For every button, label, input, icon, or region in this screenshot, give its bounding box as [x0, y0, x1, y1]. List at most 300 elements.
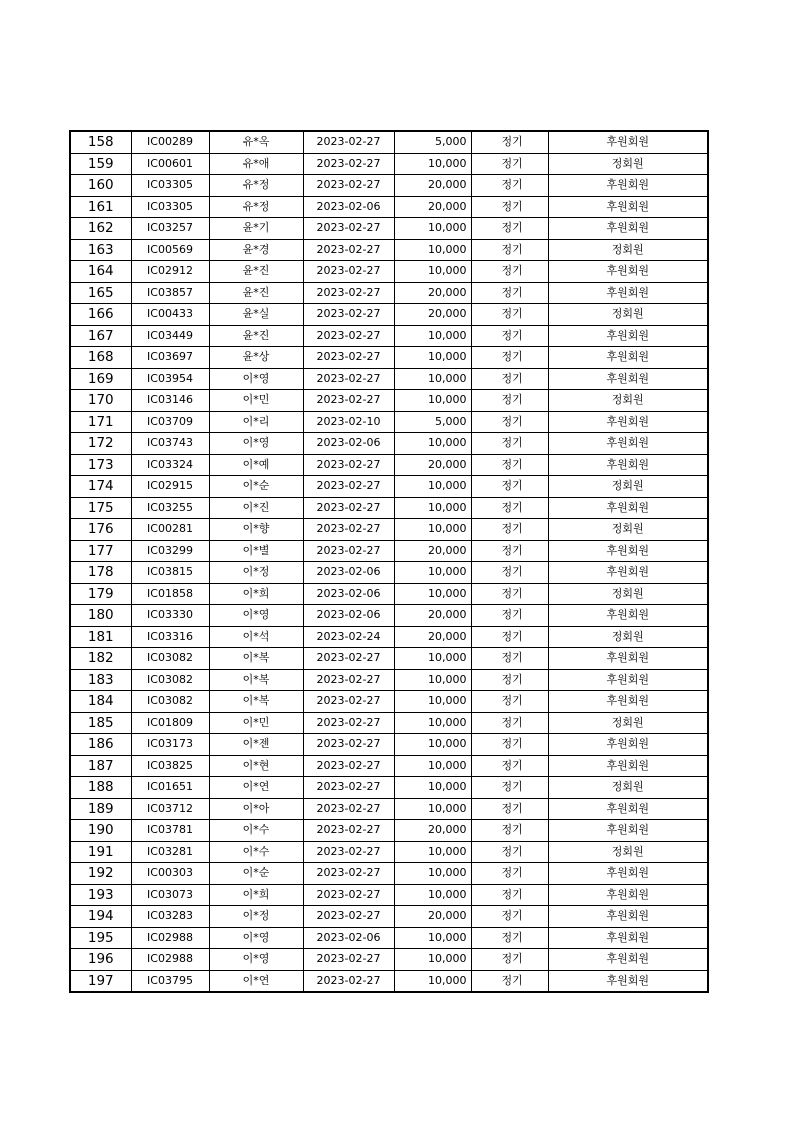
donation-date-cell: 2023-02-27: [303, 153, 394, 175]
donation-type-cell: 정기: [471, 411, 548, 433]
member-type-cell: 후원회원: [548, 798, 708, 820]
donor-id-cell: IC03082: [131, 669, 209, 691]
donor-name-cell: 이*연: [209, 777, 303, 799]
donor-name-cell: 윤*진: [209, 282, 303, 304]
donor-name-cell: 이*연: [209, 970, 303, 992]
row-number-cell: 181: [70, 626, 131, 648]
donation-type-cell: 정기: [471, 325, 548, 347]
donation-type-cell: 정기: [471, 239, 548, 261]
donor-id-cell: IC01651: [131, 777, 209, 799]
row-number-cell: 163: [70, 239, 131, 261]
table-row: [70, 755, 708, 777]
donor-name-cell: 이*순: [209, 863, 303, 885]
donor-id-cell: IC03857: [131, 282, 209, 304]
donation-amount-cell: 5,000: [394, 131, 471, 153]
donor-id-cell: IC03324: [131, 454, 209, 476]
table-row: [70, 519, 708, 541]
donation-date-cell: 2023-02-27: [303, 648, 394, 670]
member-type-cell: 후원회원: [548, 605, 708, 627]
member-type-cell: 후원회원: [548, 970, 708, 992]
row-number-cell: 179: [70, 583, 131, 605]
row-number-cell: 173: [70, 454, 131, 476]
donor-id-cell: IC03330: [131, 605, 209, 627]
row-number-cell: 195: [70, 927, 131, 949]
row-number-cell: 165: [70, 282, 131, 304]
donation-type-cell: 정기: [471, 970, 548, 992]
donation-date-cell: 2023-02-27: [303, 131, 394, 153]
row-number-cell: 177: [70, 540, 131, 562]
table-row: [70, 841, 708, 863]
donation-date-cell: 2023-02-27: [303, 218, 394, 240]
donor-name-cell: 이*희: [209, 583, 303, 605]
donation-date-cell: 2023-02-10: [303, 411, 394, 433]
donation-amount-cell: 10,000: [394, 734, 471, 756]
donation-date-cell: 2023-02-27: [303, 476, 394, 498]
donation-date-cell: 2023-02-27: [303, 970, 394, 992]
table-row: [70, 626, 708, 648]
member-type-cell: 정회원: [548, 583, 708, 605]
donor-id-cell: IC03082: [131, 691, 209, 713]
donor-name-cell: 이*별: [209, 540, 303, 562]
donation-amount-cell: 10,000: [394, 562, 471, 584]
donor-name-cell: 이*젠: [209, 734, 303, 756]
row-number-cell: 189: [70, 798, 131, 820]
donor-name-cell: 이*희: [209, 884, 303, 906]
row-number-cell: 187: [70, 755, 131, 777]
member-type-cell: 후원회원: [548, 131, 708, 153]
donation-amount-cell: 10,000: [394, 949, 471, 971]
donor-id-cell: IC03697: [131, 347, 209, 369]
member-type-cell: 후원회원: [548, 347, 708, 369]
row-number-cell: 175: [70, 497, 131, 519]
donation-date-cell: 2023-02-27: [303, 347, 394, 369]
donor-id-cell: IC03795: [131, 970, 209, 992]
donation-date-cell: 2023-02-24: [303, 626, 394, 648]
member-type-cell: 후원회원: [548, 820, 708, 842]
table-row: [70, 347, 708, 369]
row-number-cell: 191: [70, 841, 131, 863]
donor-name-cell: 이*향: [209, 519, 303, 541]
donation-table: [69, 130, 709, 993]
table-row: [70, 131, 708, 153]
donor-name-cell: 이*민: [209, 390, 303, 412]
donation-date-cell: 2023-02-27: [303, 734, 394, 756]
table-row: [70, 583, 708, 605]
donation-type-cell: 정기: [471, 734, 548, 756]
member-type-cell: 후원회원: [548, 949, 708, 971]
member-type-cell: 후원회원: [548, 325, 708, 347]
row-number-cell: 180: [70, 605, 131, 627]
donation-amount-cell: 20,000: [394, 605, 471, 627]
row-number-cell: 167: [70, 325, 131, 347]
member-type-cell: 후원회원: [548, 218, 708, 240]
member-type-cell: 후원회원: [548, 734, 708, 756]
donor-id-cell: IC03316: [131, 626, 209, 648]
donation-type-cell: 정기: [471, 798, 548, 820]
donation-type-cell: 정기: [471, 841, 548, 863]
donation-type-cell: 정기: [471, 755, 548, 777]
row-number-cell: 168: [70, 347, 131, 369]
donation-type-cell: 정기: [471, 347, 548, 369]
row-number-cell: 164: [70, 261, 131, 283]
donation-type-cell: 정기: [471, 304, 548, 326]
row-number-cell: 188: [70, 777, 131, 799]
row-number-cell: 169: [70, 368, 131, 390]
row-number-cell: 158: [70, 131, 131, 153]
donor-id-cell: IC03281: [131, 841, 209, 863]
donation-type-cell: 정기: [471, 218, 548, 240]
table-row: [70, 712, 708, 734]
table-row: [70, 605, 708, 627]
donation-amount-cell: 10,000: [394, 368, 471, 390]
member-type-cell: 정회원: [548, 239, 708, 261]
donation-type-cell: 정기: [471, 519, 548, 541]
donation-type-cell: 정기: [471, 927, 548, 949]
donation-amount-cell: 10,000: [394, 691, 471, 713]
donor-id-cell: IC03255: [131, 497, 209, 519]
donation-amount-cell: 10,000: [394, 648, 471, 670]
member-type-cell: 정회원: [548, 712, 708, 734]
donation-type-cell: 정기: [471, 282, 548, 304]
donation-type-cell: 정기: [471, 540, 548, 562]
row-number-cell: 161: [70, 196, 131, 218]
donation-type-cell: 정기: [471, 605, 548, 627]
member-type-cell: 후원회원: [548, 196, 708, 218]
donation-date-cell: 2023-02-27: [303, 884, 394, 906]
table-row: [70, 476, 708, 498]
donation-amount-cell: 10,000: [394, 970, 471, 992]
member-type-cell: 후원회원: [548, 433, 708, 455]
donation-date-cell: 2023-02-27: [303, 497, 394, 519]
donor-id-cell: IC03299: [131, 540, 209, 562]
table-row: [70, 949, 708, 971]
donation-amount-cell: 20,000: [394, 304, 471, 326]
row-number-cell: 174: [70, 476, 131, 498]
donor-id-cell: IC03257: [131, 218, 209, 240]
donation-type-cell: 정기: [471, 497, 548, 519]
donation-date-cell: 2023-02-27: [303, 454, 394, 476]
donation-amount-cell: 10,000: [394, 325, 471, 347]
donation-type-cell: 정기: [471, 476, 548, 498]
member-type-cell: 후원회원: [548, 884, 708, 906]
donation-date-cell: 2023-02-27: [303, 390, 394, 412]
donor-id-cell: IC03825: [131, 755, 209, 777]
donor-id-cell: IC02915: [131, 476, 209, 498]
donation-date-cell: 2023-02-27: [303, 820, 394, 842]
donation-amount-cell: 10,000: [394, 239, 471, 261]
donor-name-cell: 이*정: [209, 562, 303, 584]
donor-id-cell: IC03146: [131, 390, 209, 412]
donation-amount-cell: 20,000: [394, 540, 471, 562]
member-type-cell: 후원회원: [548, 497, 708, 519]
member-type-cell: 후원회원: [548, 368, 708, 390]
row-number-cell: 197: [70, 970, 131, 992]
donor-name-cell: 윤*경: [209, 239, 303, 261]
member-type-cell: 후원회원: [548, 562, 708, 584]
donation-amount-cell: 10,000: [394, 884, 471, 906]
donation-amount-cell: 20,000: [394, 282, 471, 304]
donation-amount-cell: 10,000: [394, 863, 471, 885]
donor-name-cell: 이*영: [209, 433, 303, 455]
donor-id-cell: IC00281: [131, 519, 209, 541]
member-type-cell: 정회원: [548, 476, 708, 498]
donor-id-cell: IC03073: [131, 884, 209, 906]
donor-id-cell: IC01809: [131, 712, 209, 734]
member-type-cell: 후원회원: [548, 540, 708, 562]
donation-type-cell: 정기: [471, 390, 548, 412]
member-type-cell: 후원회원: [548, 906, 708, 928]
donation-type-cell: 정기: [471, 863, 548, 885]
donor-id-cell: IC03815: [131, 562, 209, 584]
donation-type-cell: 정기: [471, 562, 548, 584]
member-type-cell: 정회원: [548, 390, 708, 412]
donation-type-cell: 정기: [471, 433, 548, 455]
member-type-cell: 후원회원: [548, 863, 708, 885]
table-row: [70, 884, 708, 906]
donation-date-cell: 2023-02-27: [303, 368, 394, 390]
donation-date-cell: 2023-02-06: [303, 196, 394, 218]
member-type-cell: 후원회원: [548, 648, 708, 670]
row-number-cell: 178: [70, 562, 131, 584]
donor-name-cell: 이*영: [209, 927, 303, 949]
donation-amount-cell: 10,000: [394, 347, 471, 369]
row-number-cell: 171: [70, 411, 131, 433]
donation-type-cell: 정기: [471, 949, 548, 971]
donation-date-cell: 2023-02-27: [303, 540, 394, 562]
row-number-cell: 170: [70, 390, 131, 412]
donation-amount-cell: 10,000: [394, 519, 471, 541]
donation-amount-cell: 5,000: [394, 411, 471, 433]
donor-name-cell: 이*리: [209, 411, 303, 433]
donation-date-cell: 2023-02-27: [303, 712, 394, 734]
donor-id-cell: IC00569: [131, 239, 209, 261]
donor-name-cell: 이*영: [209, 605, 303, 627]
member-type-cell: 후원회원: [548, 261, 708, 283]
table-row: [70, 454, 708, 476]
donation-amount-cell: 10,000: [394, 433, 471, 455]
table-row: [70, 798, 708, 820]
donation-date-cell: 2023-02-27: [303, 669, 394, 691]
member-type-cell: 정회원: [548, 841, 708, 863]
donor-name-cell: 이*영: [209, 368, 303, 390]
member-type-cell: 후원회원: [548, 669, 708, 691]
donor-name-cell: 이*영: [209, 949, 303, 971]
member-type-cell: 후원회원: [548, 691, 708, 713]
donation-date-cell: 2023-02-27: [303, 282, 394, 304]
donor-name-cell: 이*현: [209, 755, 303, 777]
table-row: [70, 261, 708, 283]
table-row: [70, 390, 708, 412]
donation-amount-cell: 10,000: [394, 476, 471, 498]
donor-id-cell: IC02912: [131, 261, 209, 283]
donation-type-cell: 정기: [471, 906, 548, 928]
donation-date-cell: 2023-02-27: [303, 841, 394, 863]
donor-id-cell: IC03954: [131, 368, 209, 390]
donation-date-cell: 2023-02-27: [303, 906, 394, 928]
donation-date-cell: 2023-02-06: [303, 583, 394, 605]
donation-date-cell: 2023-02-27: [303, 691, 394, 713]
member-type-cell: 후원회원: [548, 282, 708, 304]
member-type-cell: 후원회원: [548, 411, 708, 433]
donation-type-cell: 정기: [471, 777, 548, 799]
donation-amount-cell: 20,000: [394, 626, 471, 648]
donor-name-cell: 윤*기: [209, 218, 303, 240]
donation-date-cell: 2023-02-06: [303, 605, 394, 627]
donor-id-cell: IC03712: [131, 798, 209, 820]
donation-type-cell: 정기: [471, 261, 548, 283]
donation-type-cell: 정기: [471, 884, 548, 906]
donation-amount-cell: 10,000: [394, 669, 471, 691]
donation-amount-cell: 10,000: [394, 497, 471, 519]
donor-name-cell: 이*아: [209, 798, 303, 820]
donation-amount-cell: 10,000: [394, 218, 471, 240]
table-row: [70, 304, 708, 326]
donor-id-cell: IC02988: [131, 927, 209, 949]
donation-date-cell: 2023-02-27: [303, 949, 394, 971]
donation-date-cell: 2023-02-27: [303, 777, 394, 799]
donation-amount-cell: 20,000: [394, 454, 471, 476]
donation-type-cell: 정기: [471, 131, 548, 153]
member-type-cell: 정회원: [548, 304, 708, 326]
row-number-cell: 162: [70, 218, 131, 240]
donation-date-cell: 2023-02-27: [303, 304, 394, 326]
donor-id-cell: IC03781: [131, 820, 209, 842]
row-number-cell: 193: [70, 884, 131, 906]
table-row: [70, 970, 708, 992]
donation-amount-cell: 10,000: [394, 841, 471, 863]
table-row: [70, 927, 708, 949]
table-row: [70, 411, 708, 433]
donation-amount-cell: 10,000: [394, 712, 471, 734]
donor-name-cell: 이*민: [209, 712, 303, 734]
table-row: [70, 325, 708, 347]
row-number-cell: 160: [70, 175, 131, 197]
row-number-cell: 159: [70, 153, 131, 175]
table-row: [70, 562, 708, 584]
member-type-cell: 정회원: [548, 777, 708, 799]
donation-amount-cell: 10,000: [394, 583, 471, 605]
donation-amount-cell: 10,000: [394, 755, 471, 777]
donation-amount-cell: 10,000: [394, 798, 471, 820]
table-row: [70, 734, 708, 756]
donor-name-cell: 이*정: [209, 906, 303, 928]
table-row: [70, 282, 708, 304]
table-row: [70, 497, 708, 519]
donor-id-cell: IC03173: [131, 734, 209, 756]
row-number-cell: 183: [70, 669, 131, 691]
row-number-cell: 192: [70, 863, 131, 885]
row-number-cell: 185: [70, 712, 131, 734]
donor-id-cell: IC03709: [131, 411, 209, 433]
donor-name-cell: 이*예: [209, 454, 303, 476]
donor-id-cell: IC02988: [131, 949, 209, 971]
donation-type-cell: 정기: [471, 153, 548, 175]
donor-id-cell: IC00289: [131, 131, 209, 153]
table-row: [70, 820, 708, 842]
table-row: [70, 153, 708, 175]
donor-name-cell: 이*수: [209, 841, 303, 863]
donation-date-cell: 2023-02-27: [303, 325, 394, 347]
table-body: [70, 131, 708, 992]
donation-type-cell: 정기: [471, 196, 548, 218]
row-number-cell: 186: [70, 734, 131, 756]
member-type-cell: 정회원: [548, 626, 708, 648]
table-row: [70, 175, 708, 197]
donation-amount-cell: 10,000: [394, 153, 471, 175]
donation-date-cell: 2023-02-27: [303, 519, 394, 541]
donation-date-cell: 2023-02-27: [303, 239, 394, 261]
table-row: [70, 368, 708, 390]
member-type-cell: 후원회원: [548, 755, 708, 777]
donor-name-cell: 이*복: [209, 648, 303, 670]
donor-name-cell: 이*수: [209, 820, 303, 842]
donor-id-cell: IC00601: [131, 153, 209, 175]
table-row: [70, 691, 708, 713]
donor-id-cell: IC01858: [131, 583, 209, 605]
donor-name-cell: 윤*진: [209, 325, 303, 347]
donation-amount-cell: 10,000: [394, 261, 471, 283]
donor-name-cell: 유*정: [209, 175, 303, 197]
donor-id-cell: IC00303: [131, 863, 209, 885]
donation-type-cell: 정기: [471, 583, 548, 605]
donor-id-cell: IC03743: [131, 433, 209, 455]
donor-name-cell: 이*복: [209, 669, 303, 691]
donation-type-cell: 정기: [471, 669, 548, 691]
table-row: [70, 196, 708, 218]
donor-id-cell: IC03305: [131, 196, 209, 218]
donation-amount-cell: 20,000: [394, 906, 471, 928]
donation-date-cell: 2023-02-06: [303, 562, 394, 584]
member-type-cell: 후원회원: [548, 927, 708, 949]
donor-name-cell: 유*옥: [209, 131, 303, 153]
donation-type-cell: 정기: [471, 691, 548, 713]
table-row: [70, 540, 708, 562]
donation-date-cell: 2023-02-27: [303, 798, 394, 820]
donor-id-cell: IC03082: [131, 648, 209, 670]
donation-amount-cell: 20,000: [394, 175, 471, 197]
row-number-cell: 190: [70, 820, 131, 842]
donation-date-cell: 2023-02-27: [303, 261, 394, 283]
row-number-cell: 182: [70, 648, 131, 670]
donation-date-cell: 2023-02-27: [303, 755, 394, 777]
member-type-cell: 후원회원: [548, 175, 708, 197]
member-type-cell: 정회원: [548, 153, 708, 175]
row-number-cell: 196: [70, 949, 131, 971]
donor-name-cell: 유*정: [209, 196, 303, 218]
donor-name-cell: 윤*실: [209, 304, 303, 326]
donation-type-cell: 정기: [471, 175, 548, 197]
donor-name-cell: 이*순: [209, 476, 303, 498]
member-type-cell: 후원회원: [548, 454, 708, 476]
donor-name-cell: 이*진: [209, 497, 303, 519]
donor-name-cell: 윤*진: [209, 261, 303, 283]
donation-type-cell: 정기: [471, 712, 548, 734]
donor-id-cell: IC03449: [131, 325, 209, 347]
table-row: [70, 669, 708, 691]
donation-amount-cell: 10,000: [394, 390, 471, 412]
table-row: [70, 863, 708, 885]
donation-type-cell: 정기: [471, 368, 548, 390]
donation-date-cell: 2023-02-06: [303, 927, 394, 949]
donation-amount-cell: 10,000: [394, 927, 471, 949]
row-number-cell: 194: [70, 906, 131, 928]
donor-id-cell: IC00433: [131, 304, 209, 326]
table-row: [70, 906, 708, 928]
row-number-cell: 176: [70, 519, 131, 541]
donor-name-cell: 유*애: [209, 153, 303, 175]
table-row: [70, 239, 708, 261]
row-number-cell: 166: [70, 304, 131, 326]
